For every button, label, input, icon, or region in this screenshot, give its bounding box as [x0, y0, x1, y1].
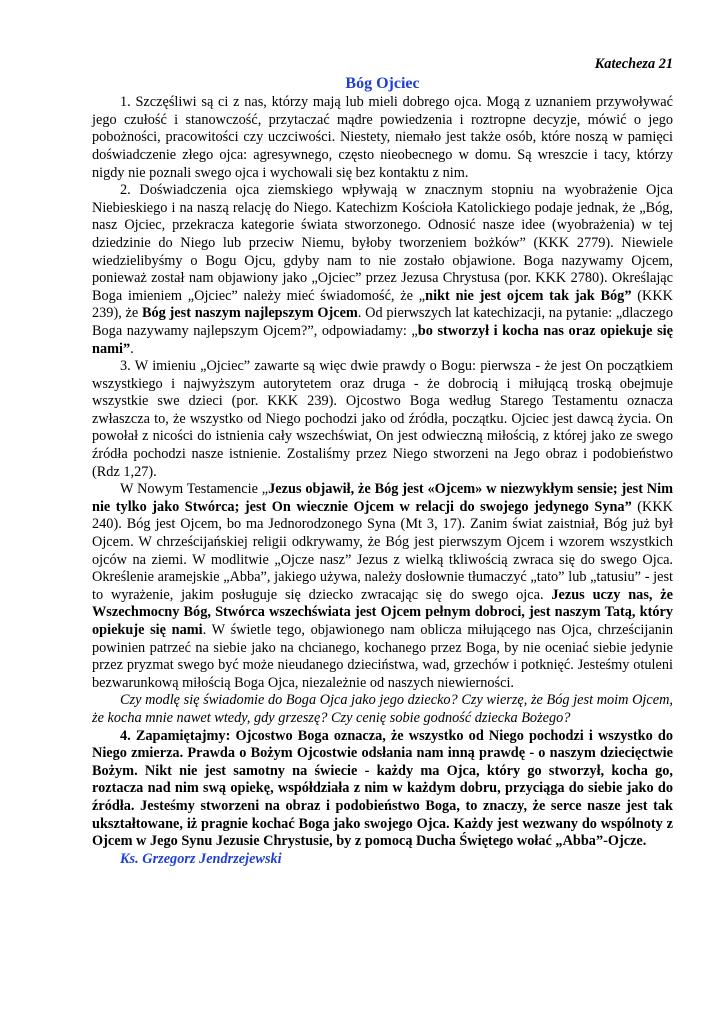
bold-span: Jezus objawił, że Bóg jest «Ojcem» w niezwykłym sensie; jest Nim nie tylko jako Stwórca; jest On wiecznie Ojcem w relacji do swojego jedynego Syna” — [92, 481, 674, 515]
paragraph-4 — [92, 481, 673, 692]
text-span: W Nowym Testamencie „ — [120, 481, 269, 498]
text-span: 2. Doświadczenia ojca ziemskiego wpływają w znacznym stopniu na wyobrażenie Ojca Niebieskiego i na naszą relację do Niego. Katechizm Kościoła Katolickiego podaje jednak, że „Bóg, nasz Ojciec, przekracza kategorie świata stworzonego. Odnosić nasze idee (wyobrażenia) w tej dziedzinie do Niego lub przeciw Niemu, byłoby tworzeniem bożków” (KKK 2779). Niewiele wiedzielibyśmy o Bogu Ojcu, gdyby nam to nie zostało objawione. Boga nazywamy Ojcem, ponieważ został nam objawiony jako „Ojciec” przez Jezusa Chrystusa (por. KKK 2780). Określając Boga imieniem „Ojciec” należy mieć świadomość, że „ — [92, 182, 673, 304]
paragraph-2 — [92, 182, 673, 358]
remember-paragraph: 4. Zapamiętajmy: Ojcostwo Boga oznacza, że wszystko od Niego pochodzi i wszystko do Niego zmierza. Prawda o Bożym Ojcostwie odsłania nam inną prawdę - o naszym dziecięctwie Bożym. Nikt nie jest samotny na świecie - każdy ma Ojca, który go stworzył, kocha go, roztacza nad nim swą opiekę, współdziała z nim w każdym dobru, przyciąga do siebie jako do źródła. Jesteśmy stworzeni na obraz i podobieństwo Boga, to znaczy, że serce nasze jest tak ukształtowane, iż pragnie kochać Boga jako swojego Ojca. Każdy jest wezwany do wspólnoty z Ojcem w Jego Synu Jezusie Chrystusie, by z pomocą Ducha Świętego wołać „Abba”-Ojcze. — [92, 727, 673, 850]
bold-span: Jezus uczy nas, że Wszechmocny Bóg, Stwórca wszechświata jest Ojcem pełnym dobroci, jest naszym Tatą, który opiekuje się nami — [92, 586, 673, 638]
document-page — [92, 56, 673, 868]
paragraph-1: 1. Szczęśliwi są ci z nas, którzy mają lub mieli dobrego ojca. Mogą z uznaniem przywoływać jego czułość i stanowczość, przytaczać mądre powiedzenia i roztropne decyzje, mówić o jego pobożności, pracowitości czy uczciwości. Niestety, niemało jest także osób, które noszą w pamięci doświadczenie złego ojca: agresywnego, często nieobecnego w domu. Są wreszcie i tacy, którzy nigdy nie poznali swego ojca i wychowali się bez kontaktu z nim. — [92, 94, 673, 181]
text-span: . W świetle tego, objawionego nam oblicza miłującego nas Ojca, chrześcijanin powinien patrzeć na siebie jako na chcianego, kochanego przez Boga, by nie oceniać siebie jedynie przez pryzmat swego być może nieudanego dzieciństwa, wad, grzechów i potknięć. Jesteśmy otuleni bezwarunkową miłością Boga Ojca, niezależnie od naszych niewierności. — [92, 622, 673, 691]
text-span: . — [130, 340, 134, 357]
text-span: (KKK 239), że — [92, 287, 674, 322]
bold-span: bo stworzył i kocha nas oraz opiekuje się nami” — [92, 322, 673, 357]
author-signature: Ks. Grzegorz Jendrzejewski — [120, 850, 282, 867]
bold-span: nikt nie jest ojcem tak jak Bóg” — [425, 287, 632, 304]
bold-span: Bóg jest naszym najlepszym Ojcem — [141, 305, 358, 322]
page-title: Bóg Ojciec — [345, 74, 420, 92]
catechesis-number: Katecheza 21 — [594, 56, 673, 72]
text-span: . Od pierwszych lat katechizacji, na pytanie: „dlaczego Boga nazywamy najlepszym Ojcem?”, odpowiadamy: „ — [92, 305, 673, 339]
text-span: (KKK 240). Bóg jest Ojcem, bo ma Jednorodzonego Syna (Mt 3, 17). Zanim świat zaistniał, Bóg już był Ojcem. W chrześcijańskiej religii odkrywamy, że Bóg jest pierwszym Ojcem i wzorem wszystkich ojców na ziemi. W modlitwie „Ojcze nasz” Jezus z wielką tkliwością zwraca się do swego Ojca. Określenie aramejskie „Abba”, jakiego używa, należy dosłownie tłumaczyć „tato” lub „tatusiu” - jest to wyrażenie, jakim posługuje się dziecko zwracając się do swego ojca. — [92, 498, 673, 603]
reflection-questions: Czy modlę się świadomie do Boga Ojca jako jego dziecko? Czy wierzę, że Bóg jest moim Ojcem, że kocha mnie nawet wtedy, gdy grzeszę? Czy cenię sobie godność dziecka Bożego? — [92, 692, 673, 726]
paragraph-3: 3. W imieniu „Ojciec” zawarte są więc dwie prawdy o Bogu: pierwsza - że jest On początkiem wszystkiego i najwyższym autorytetem oraz druga - że dobrocią i miłującą troską obejmuje wszystkie swe dzieci (por. KKK 239). Ojcostwo Boga według Starego Testamentu oznacza zwłaszcza to, że wszystko od Niego pochodzi jako od źródła, początku. Ojciec jest dawcą życia. On powołał z nicości do istnienia cały wszechświat, On jest odwieczną miłością, z której jako ze swego źródła pochodzi nasze istnienie. Zostaliśmy przez Niego stworzeni na Jego obraz i podobieństwo (Rdz 1,27). — [92, 358, 673, 480]
